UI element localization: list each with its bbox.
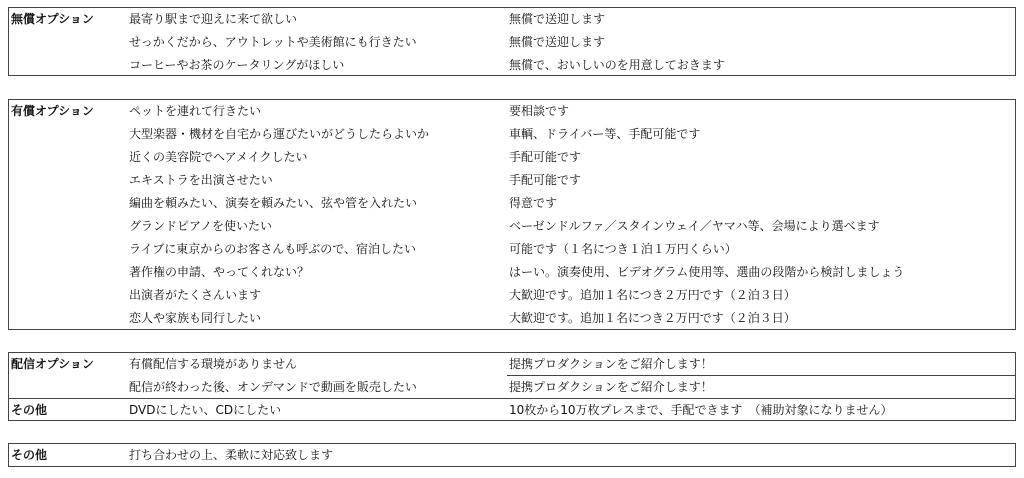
request-text: DVDにしたい、CDにしたい <box>129 403 282 417</box>
answer-text: 要相談です <box>509 104 570 118</box>
table-row <box>9 238 1015 261</box>
section-header: その他 <box>11 403 48 417</box>
request-text: 最寄り駅まで迎えに来て欲しい <box>129 12 298 26</box>
request-text: 著作権の申請、やってくれない？ <box>129 265 310 279</box>
answer-text: 無償で送迎します <box>509 35 606 49</box>
answer-text: 大歓迎です。追加１名につき２万円です（２泊３日） <box>509 311 796 325</box>
section-header: その他 <box>11 448 48 462</box>
answer-text: 手配可能です <box>509 150 582 164</box>
table-row <box>9 444 1015 467</box>
answer-text: 無償で送迎します <box>509 12 606 26</box>
request-text: ライブに東京からのお客さんも呼ぶので、宿泊したい <box>129 242 417 256</box>
answer-text: 車輌、ドライバー等、手配可能です <box>509 127 701 141</box>
answer-text: はーい。演奏使用、ビデオグラム使用等、選曲の段階から検討しましょう <box>509 265 905 279</box>
delivery-options-section <box>8 352 1016 421</box>
table-row <box>9 284 1015 307</box>
table-row <box>9 353 1015 376</box>
request-text: 近くの美容院でヘアメイクしたい <box>129 150 308 164</box>
table-row <box>9 123 1015 146</box>
table-row <box>9 169 1015 192</box>
table-row <box>9 399 1015 422</box>
table-row <box>9 215 1015 238</box>
paid-options-section <box>8 99 1016 330</box>
request-text: 恋人や家族も同行したい <box>129 311 262 325</box>
answer-text: 得意です <box>509 196 558 210</box>
table-row <box>9 8 1015 31</box>
request-text: 編曲を頼みたい、演奏を頼みたい、弦や管を入れたい <box>129 196 418 210</box>
table-row <box>9 261 1015 284</box>
answer-text: 提携プロダクションをご紹介します！ <box>509 357 713 371</box>
answer-text: 可能です（１名につき１泊１万円くらい） <box>509 242 737 256</box>
other-section <box>8 443 1016 467</box>
table-row <box>9 146 1015 169</box>
section-header: 配信オプション <box>11 357 94 371</box>
section-header: 有償オプション <box>11 104 94 118</box>
answer-text: 無償で、おいしいのを用意しておきます <box>509 58 725 72</box>
free-options-section <box>8 7 1016 76</box>
answer-text: 10枚から10万枚プレスまで、手配できます （補助対象になりません） <box>509 403 893 417</box>
answer-text: ベーゼンドルファ／スタインウェイ／ヤマハ等、会場により選べます <box>509 219 880 233</box>
table-row <box>9 31 1015 54</box>
table-row <box>9 376 1015 399</box>
request-text: 配信が終わった後、オンデマンドで動画を販売したい <box>129 380 417 394</box>
request-text: 大型楽器・機材を自宅から運びたいがどうしたらよいか <box>129 127 430 141</box>
table-row <box>9 307 1015 330</box>
request-text: エキストラを出演させたい <box>129 173 273 187</box>
request-text: グランドピアノを使いたい <box>129 219 273 233</box>
table-row <box>9 100 1015 123</box>
request-text: 打ち合わせの上、柔軟に対応致します <box>129 448 334 462</box>
request-text: コーヒーやお茶のケータリングがほしい <box>129 58 345 72</box>
section-header: 無償オプション <box>11 12 94 26</box>
request-text: 有償配信する環境がありません <box>129 357 298 371</box>
request-text: せっかくだから、アウトレットや美術館にも行きたい <box>129 35 417 49</box>
answer-text: 大歓迎です。追加１名につき２万円です（２泊３日） <box>509 288 796 302</box>
answer-text: 手配可能です <box>509 173 582 187</box>
request-text: 出演者がたくさんいます <box>129 288 262 302</box>
answer-text: 提携プロダクションをご紹介します！ <box>509 380 713 394</box>
table-row <box>9 192 1015 215</box>
request-text: ペットを連れて行きたい <box>129 104 262 118</box>
table-row <box>9 54 1015 77</box>
